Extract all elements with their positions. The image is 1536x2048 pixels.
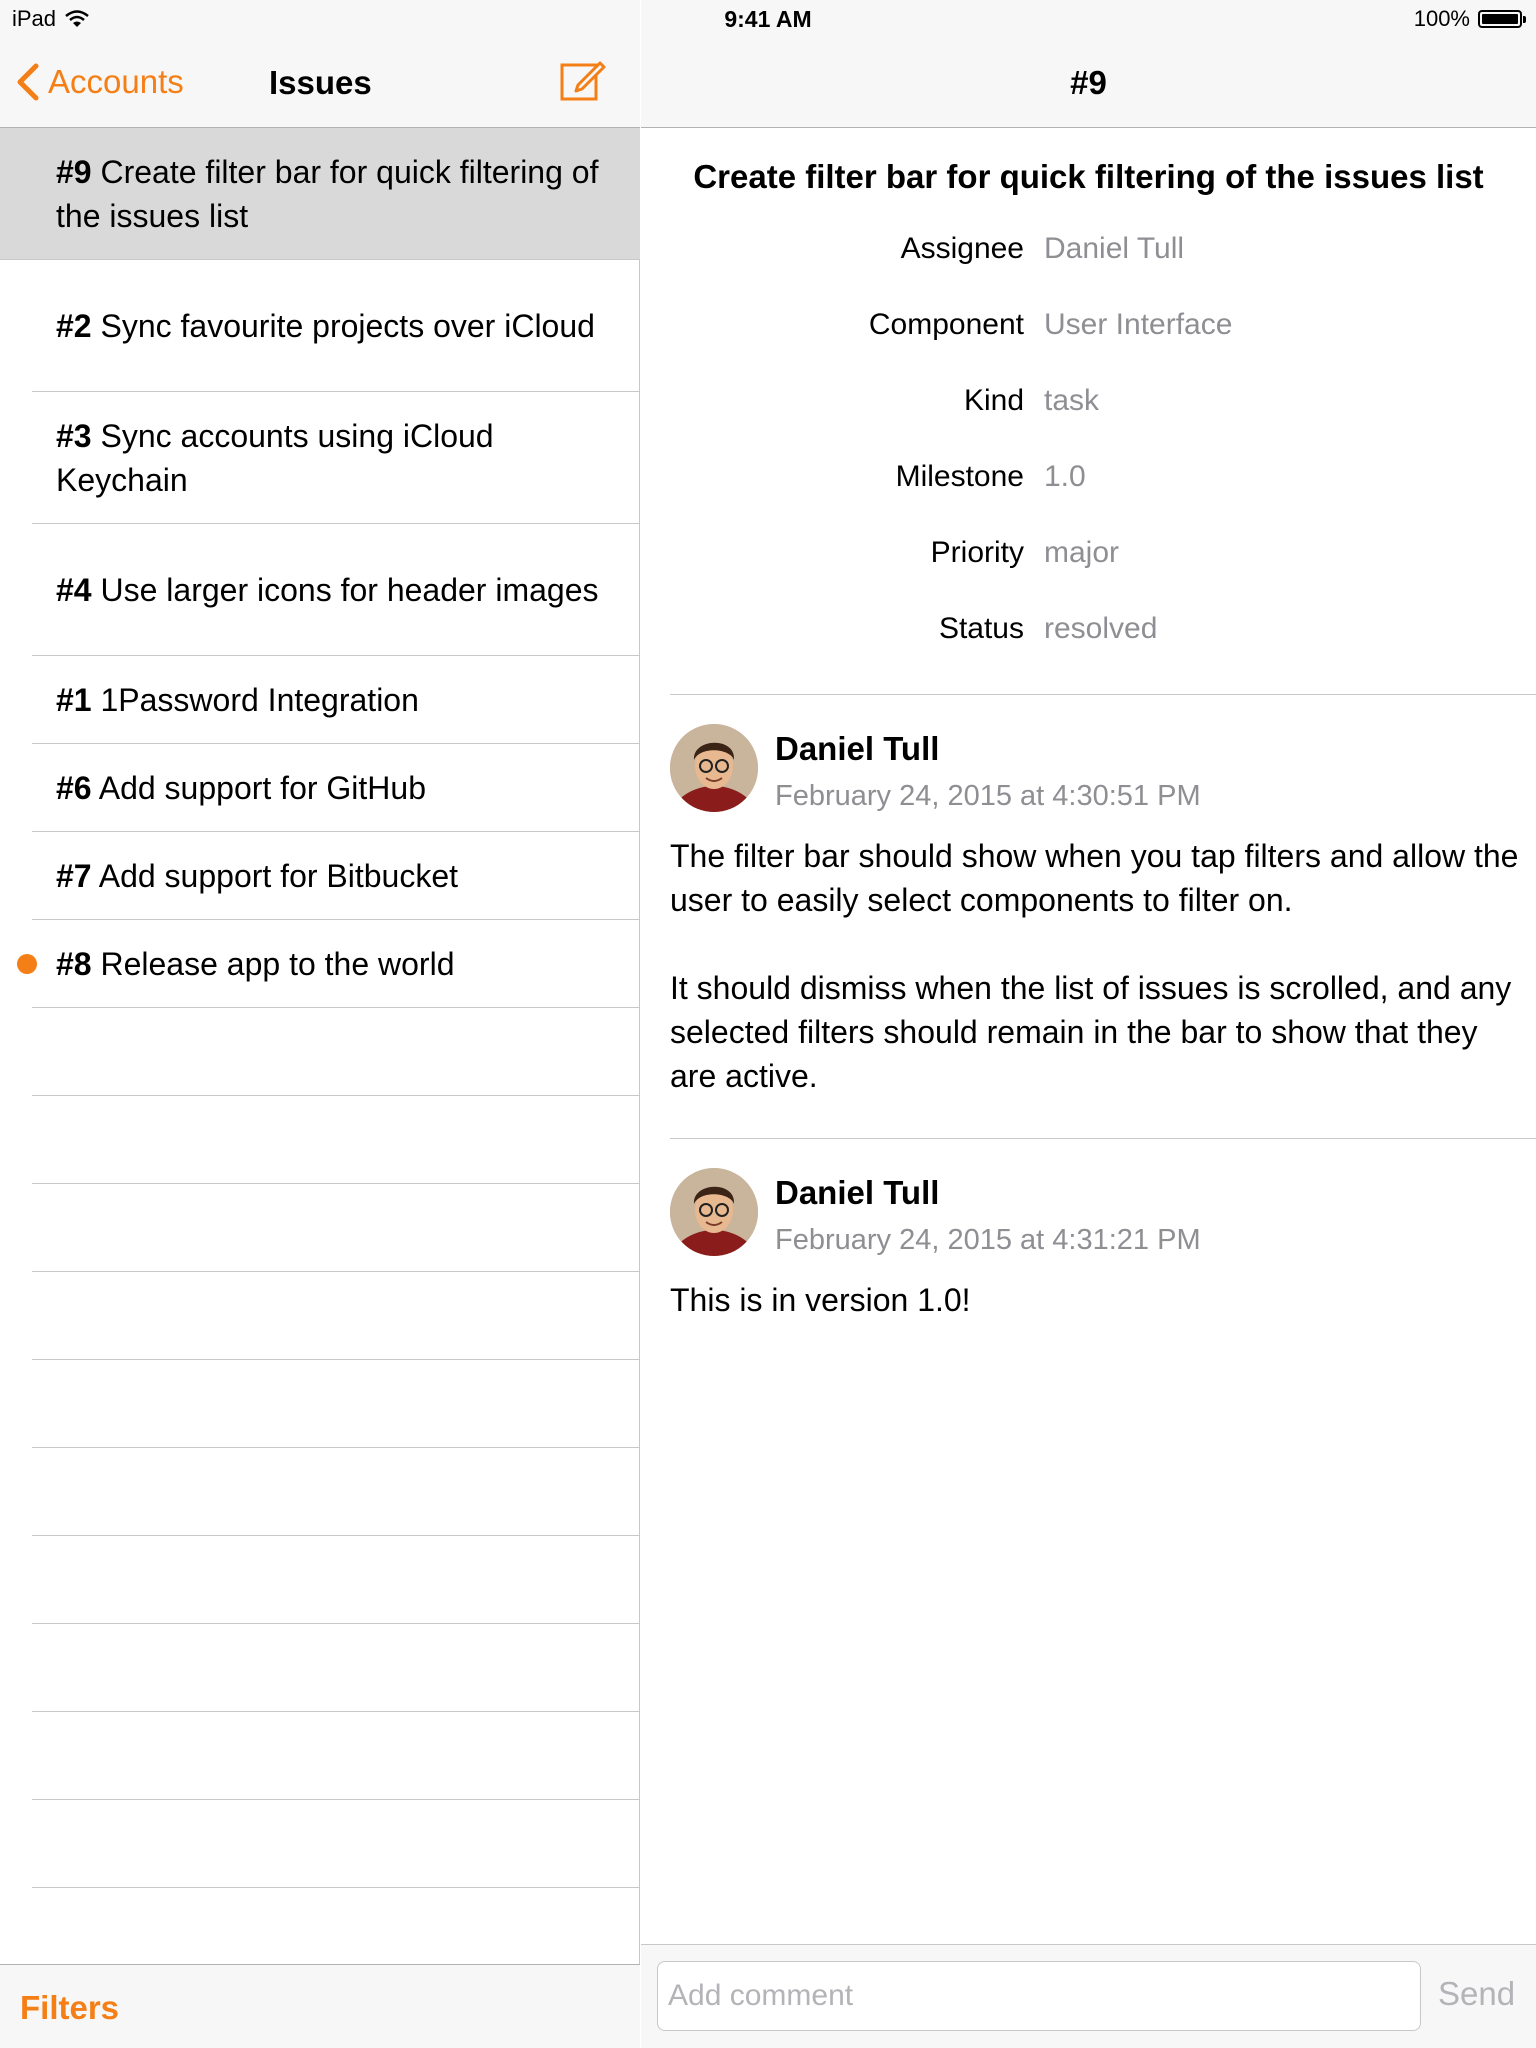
add-comment-input[interactable] bbox=[657, 1961, 1421, 2031]
issue-title: Add support for Bitbucket bbox=[98, 858, 459, 894]
issue-title: Sync accounts using iCloud Keychain bbox=[56, 418, 494, 498]
issue-title: Sync favourite projects over iCloud bbox=[100, 308, 595, 344]
comment-date: February 24, 2015 at 4:31:21 PM bbox=[775, 1224, 1201, 1256]
field-label: Assignee bbox=[900, 232, 1024, 265]
issue-row-text bbox=[56, 568, 599, 612]
avatar bbox=[670, 724, 758, 812]
unread-dot-icon bbox=[17, 954, 37, 974]
field-value: task bbox=[1044, 384, 1100, 417]
issue-row-text bbox=[56, 304, 595, 348]
empty-row bbox=[0, 1800, 640, 1888]
field-value: 1.0 bbox=[1044, 460, 1086, 493]
field-value: major bbox=[1044, 536, 1120, 569]
status-bar bbox=[0, 0, 1536, 40]
issue-list bbox=[0, 128, 640, 1888]
issue-number: #2 bbox=[56, 308, 92, 344]
issue-row-text bbox=[56, 854, 458, 898]
field-value: resolved bbox=[1044, 612, 1158, 645]
issue-row-text bbox=[56, 414, 616, 502]
avatar bbox=[670, 1168, 758, 1256]
send-button[interactable]: Send bbox=[1438, 1975, 1516, 2012]
issue-heading: Create filter bar for quick filtering of the issues list bbox=[693, 158, 1484, 195]
issue-number: #9 bbox=[56, 154, 92, 190]
issue-fields bbox=[641, 224, 1536, 680]
issue-row[interactable] bbox=[0, 392, 640, 524]
comment-1 bbox=[670, 724, 1520, 1124]
issue-row[interactable] bbox=[0, 260, 640, 392]
field-label: Status bbox=[938, 612, 1024, 645]
empty-row bbox=[0, 1272, 640, 1360]
field-row bbox=[641, 376, 1536, 452]
issue-row-text bbox=[56, 766, 426, 810]
field-row bbox=[641, 452, 1536, 528]
issue-row-text bbox=[56, 150, 616, 238]
comment-body: This is in version 1.0! bbox=[670, 1282, 971, 1318]
issue-detail-pane bbox=[641, 0, 1536, 2048]
master-title: Issues bbox=[269, 64, 372, 101]
issue-title: Create filter bar for quick filtering of the issues list bbox=[56, 154, 599, 234]
field-row bbox=[641, 528, 1536, 604]
status-time: 9:41 AM bbox=[724, 6, 812, 32]
field-label: Priority bbox=[930, 536, 1024, 569]
empty-row bbox=[0, 1360, 640, 1448]
field-value: User Interface bbox=[1044, 308, 1233, 341]
empty-row bbox=[0, 1712, 640, 1800]
issue-number: #1 bbox=[56, 682, 92, 718]
comment-date: February 24, 2015 at 4:30:51 PM bbox=[775, 780, 1201, 812]
battery-fill bbox=[1482, 14, 1518, 24]
field-row bbox=[641, 604, 1536, 680]
chevron-left-icon bbox=[14, 62, 44, 102]
back-button-label: Accounts bbox=[48, 63, 184, 100]
master-toolbar bbox=[0, 1964, 640, 2048]
compose-icon[interactable] bbox=[559, 56, 607, 104]
field-row bbox=[641, 224, 1536, 300]
field-label: Kind bbox=[963, 384, 1024, 417]
issue-number: #3 bbox=[56, 418, 92, 454]
empty-row bbox=[0, 1184, 640, 1272]
issue-row-text bbox=[56, 942, 454, 986]
field-value: Daniel Tull bbox=[1044, 232, 1185, 265]
field-row bbox=[641, 300, 1536, 376]
battery-icon bbox=[1478, 10, 1522, 28]
issue-row[interactable] bbox=[0, 656, 640, 744]
issue-row[interactable] bbox=[0, 524, 640, 656]
field-label: Component bbox=[868, 308, 1024, 341]
comment-author: Daniel Tull bbox=[775, 730, 940, 767]
issue-number: #6 bbox=[56, 770, 92, 806]
comment-composer bbox=[641, 1944, 1536, 2048]
issue-row[interactable] bbox=[0, 744, 640, 832]
issue-title: Add support for GitHub bbox=[98, 770, 426, 806]
empty-row bbox=[0, 1536, 640, 1624]
issues-master-pane bbox=[0, 0, 640, 2048]
device-name: iPad bbox=[12, 6, 57, 31]
comment-2 bbox=[670, 1168, 1520, 1348]
status-right bbox=[1414, 6, 1522, 32]
issue-number: #8 bbox=[56, 946, 92, 982]
empty-row bbox=[0, 1096, 640, 1184]
empty-row bbox=[0, 1624, 640, 1712]
comment-divider bbox=[670, 1138, 1536, 1139]
issue-title: 1Password Integration bbox=[100, 682, 419, 718]
empty-row bbox=[0, 1448, 640, 1536]
comment-body: The filter bar should show when you tap filters and allow the user to easily select components to filter on. It should dismiss when the list of issues is scrolled, and any selected filters should remain in the bar to show that they are active. bbox=[670, 838, 1519, 1094]
row-separator bbox=[32, 1887, 640, 1888]
issue-number: #4 bbox=[56, 572, 92, 608]
detail-title: #9 bbox=[1070, 64, 1107, 101]
filters-button[interactable]: Filters bbox=[20, 1989, 120, 2026]
issue-row-text bbox=[56, 678, 419, 722]
field-label: Milestone bbox=[895, 460, 1024, 493]
issue-row[interactable] bbox=[0, 128, 640, 260]
empty-row bbox=[0, 1008, 640, 1096]
battery-percentage: 100% bbox=[1413, 6, 1470, 31]
fields-divider bbox=[670, 694, 1536, 695]
issue-number: #7 bbox=[56, 858, 92, 894]
accounts-back-button[interactable] bbox=[14, 62, 184, 102]
comment-author: Daniel Tull bbox=[775, 1174, 940, 1211]
issue-title: Release app to the world bbox=[100, 946, 455, 982]
issue-row[interactable] bbox=[0, 832, 640, 920]
issue-row[interactable] bbox=[0, 920, 640, 1008]
issue-title: Use larger icons for header images bbox=[100, 572, 599, 608]
